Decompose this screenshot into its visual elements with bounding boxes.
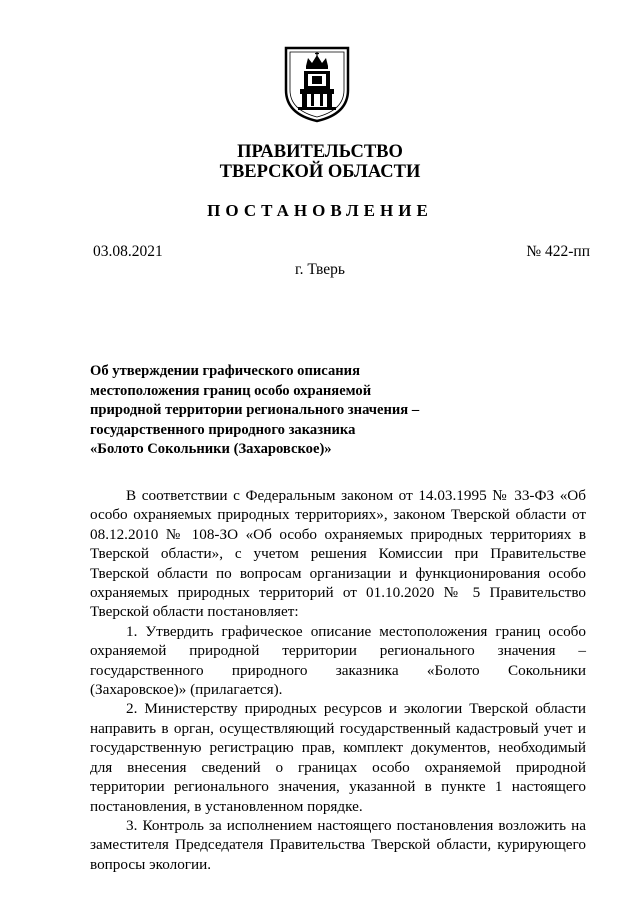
document-city: г. Тверь — [295, 261, 345, 278]
document-number: № 422-пп — [526, 243, 590, 260]
subject-line: Об утверждении графического описания — [90, 363, 360, 379]
clause-3: 3. Контроль за исполнением настоящего постановления возложить на заместителя Председателя Правительства Тверской области, курирующего вопросы экологии. — [90, 816, 586, 873]
document-subject — [90, 362, 450, 460]
subject-line: природной территории регионального значения – — [90, 402, 420, 418]
document-body — [90, 486, 586, 874]
organization-name-line1: ПРАВИТЕЛЬСТВО — [237, 142, 403, 162]
clause-2: 2. Министерству природных ресурсов и экологии Тверской области направить в орган, осуществляющий государственный кадастровый учет и государственную регистрацию прав, комплект документов, необходимый для внесения сведений о границах особо охраняемой природной территории регионального значения, указанной в пункте 1 настоящего постановления, в установленном порядке. — [90, 700, 586, 815]
organization-name-line2: ТВЕРСКОЙ ОБЛАСТИ — [219, 162, 421, 182]
clause-1: 1. Утвердить графическое описание местоположения границ особо охраняемой природной территории регионального значения – государственного природного заказника «Болото Сокольники (Захаровское)» (прилагается). — [90, 622, 586, 699]
tver-coat-of-arms-icon — [282, 44, 352, 124]
document-date: 03.08.2021 — [93, 243, 163, 260]
document-type: ПОСТАНОВЛЕНИЕ — [207, 201, 433, 220]
subject-line: государственного природного заказника — [90, 421, 356, 438]
subject-line: местоположения границ особо охраняемой — [90, 382, 372, 399]
preamble-paragraph: В соответствии с Федеральным законом от 14.03.1995 № 33-ФЗ «Об особо охраняемых природных территориях», законом Тверской области от 08.12.2010 № 108-ЗО «Об особо охраняемых природных территориях в Тверской области», с учетом решения Комиссии при Правительстве Тверской области по вопросам организации и функционирования особо охраняемых природных территорий от 01.10.2020 № 5 Правительство Тверской области постановляет: — [90, 487, 586, 621]
subject-line: «Болото Сокольники (Захаровское)» — [90, 441, 332, 457]
